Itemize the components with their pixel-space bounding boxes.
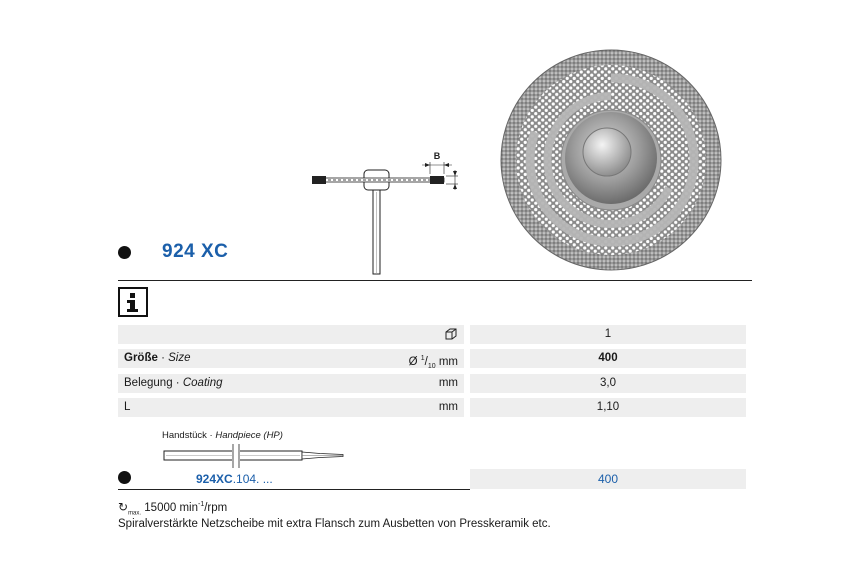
disc-product-photo bbox=[499, 48, 723, 272]
row-value-length: 1,10 bbox=[470, 398, 746, 417]
rotation-icon: ↻ bbox=[118, 500, 129, 514]
row-value-size: 400 bbox=[470, 349, 746, 368]
table-row bbox=[118, 349, 464, 371]
row-label-size: Größe · Size bbox=[124, 352, 191, 364]
dimension-b-label: B bbox=[433, 151, 441, 161]
product-bullet bbox=[118, 246, 131, 259]
row-unit-coating: mm bbox=[438, 377, 458, 389]
product-description: Spiralverstärkte Netzscheibe mit extra Flansch zum Ausbetten von Presskeramik etc. bbox=[118, 518, 551, 530]
product-title: 924 XC bbox=[162, 241, 229, 262]
order-value: 400 bbox=[470, 469, 746, 489]
row-label-length: L bbox=[124, 401, 131, 413]
disc-shaft-end bbox=[583, 128, 631, 176]
row-unit-length: mm bbox=[438, 401, 458, 413]
handpiece-shank-drawing bbox=[160, 444, 350, 470]
table-row bbox=[118, 374, 464, 393]
info-icon bbox=[118, 287, 148, 317]
order-code: 924XC.104. ... bbox=[196, 472, 273, 486]
row-value-coating: 3,0 bbox=[470, 374, 746, 393]
order-divider bbox=[118, 489, 470, 490]
disc-technical-drawing bbox=[300, 148, 470, 276]
coating-left bbox=[312, 176, 326, 184]
handpiece-label: Handstück · Handpiece (HP) bbox=[162, 430, 283, 441]
package-icon bbox=[444, 325, 458, 347]
package-quantity: 1 bbox=[470, 325, 746, 344]
table-row bbox=[118, 398, 464, 417]
table-header-left bbox=[118, 325, 464, 344]
row-unit-size: Ø $^1/_{10}$ mm bbox=[408, 355, 458, 371]
coating-right bbox=[430, 176, 444, 184]
section-divider bbox=[118, 280, 752, 281]
rpm-info: $↻_{max.}$ 15000 $\min^{-1}$/rpm bbox=[118, 500, 228, 517]
row-label-coating: Belegung · Coating bbox=[124, 377, 223, 389]
order-bullet bbox=[118, 471, 131, 484]
